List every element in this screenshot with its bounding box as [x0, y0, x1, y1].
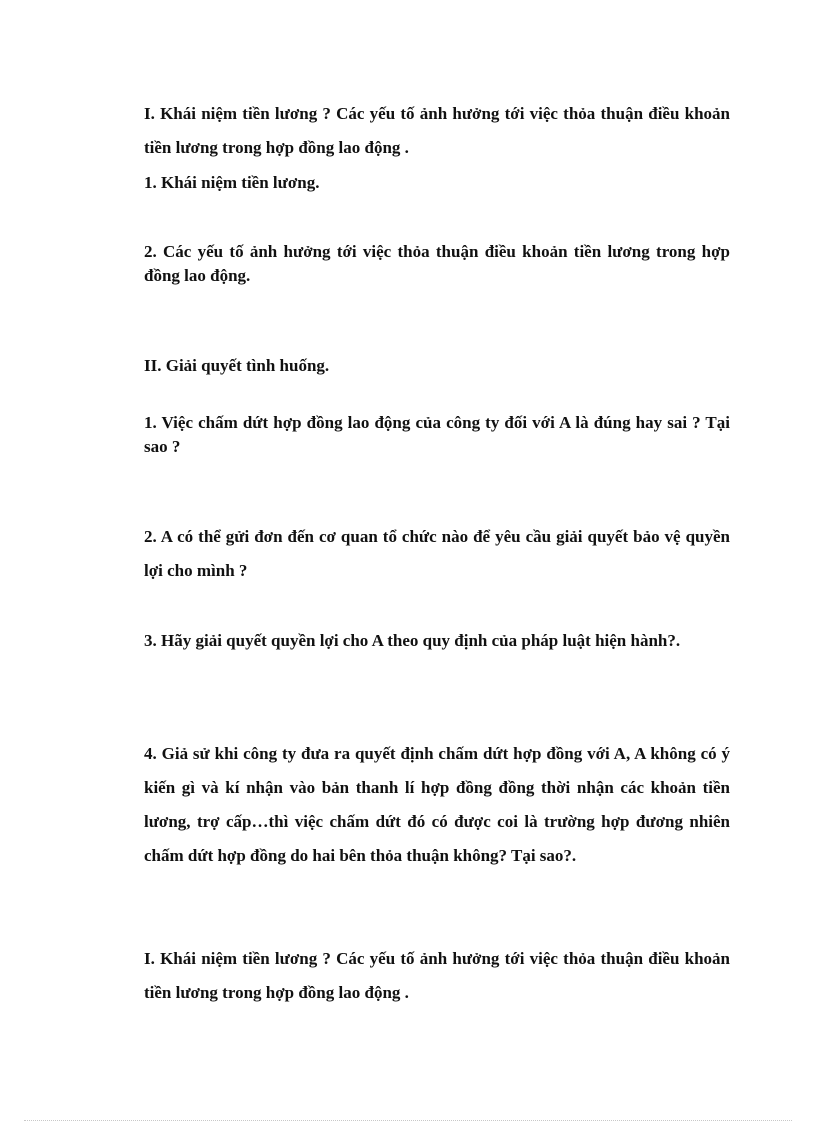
section-1-item-1: 1. Khái niệm tiền lương.: [144, 173, 320, 192]
section-2-item-2: 2. A có thể gửi đơn đến cơ quan tổ chức nào để yêu cầu giải quyết bảo vệ quyền lợi cho mình ?: [144, 527, 730, 580]
section-1-item-2: 2. Các yếu tố ảnh hưởng tới việc thỏa thuận điều khoản tiền lương trong hợp đồng lao động.: [144, 242, 730, 285]
section-2-item-3: 3. Hãy giải quyết quyền lợi cho A theo quy định của pháp luật hiện hành?.: [144, 631, 681, 650]
section-1-heading: I. Khái niệm tiền lương ? Các yếu tố ảnh hưởng tới việc thỏa thuận điều khoản tiền lương trong hợp đồng lao động .: [144, 104, 730, 157]
section-2-item-1: 1. Việc chấm dứt hợp đồng lao động của công ty đối với A là đúng hay sai ? Tại sao ?: [144, 413, 730, 456]
section-2-item-4: 4. Giả sử khi công ty đưa ra quyết định chấm dứt hợp đồng với A, A không có ý kiến gì và kí nhận vào bản thanh lí hợp đồng đồng thời nhận các khoản tiền lương, trợ cấp…thì việc chấm dứt đó có được coi là trường hợp đương nhiên chấm dứt hợp đồng do hai bên thỏa thuận không? Tại sao?.: [144, 744, 730, 865]
section-2-heading: II. Giải quyết tình huống.: [144, 356, 330, 375]
section-1-heading-repeat: I. Khái niệm tiền lương ? Các yếu tố ảnh hưởng tới việc thỏa thuận điều khoản tiền lương trong hợp đồng lao động .: [144, 949, 730, 1002]
page-bottom-rule: [24, 1120, 792, 1121]
